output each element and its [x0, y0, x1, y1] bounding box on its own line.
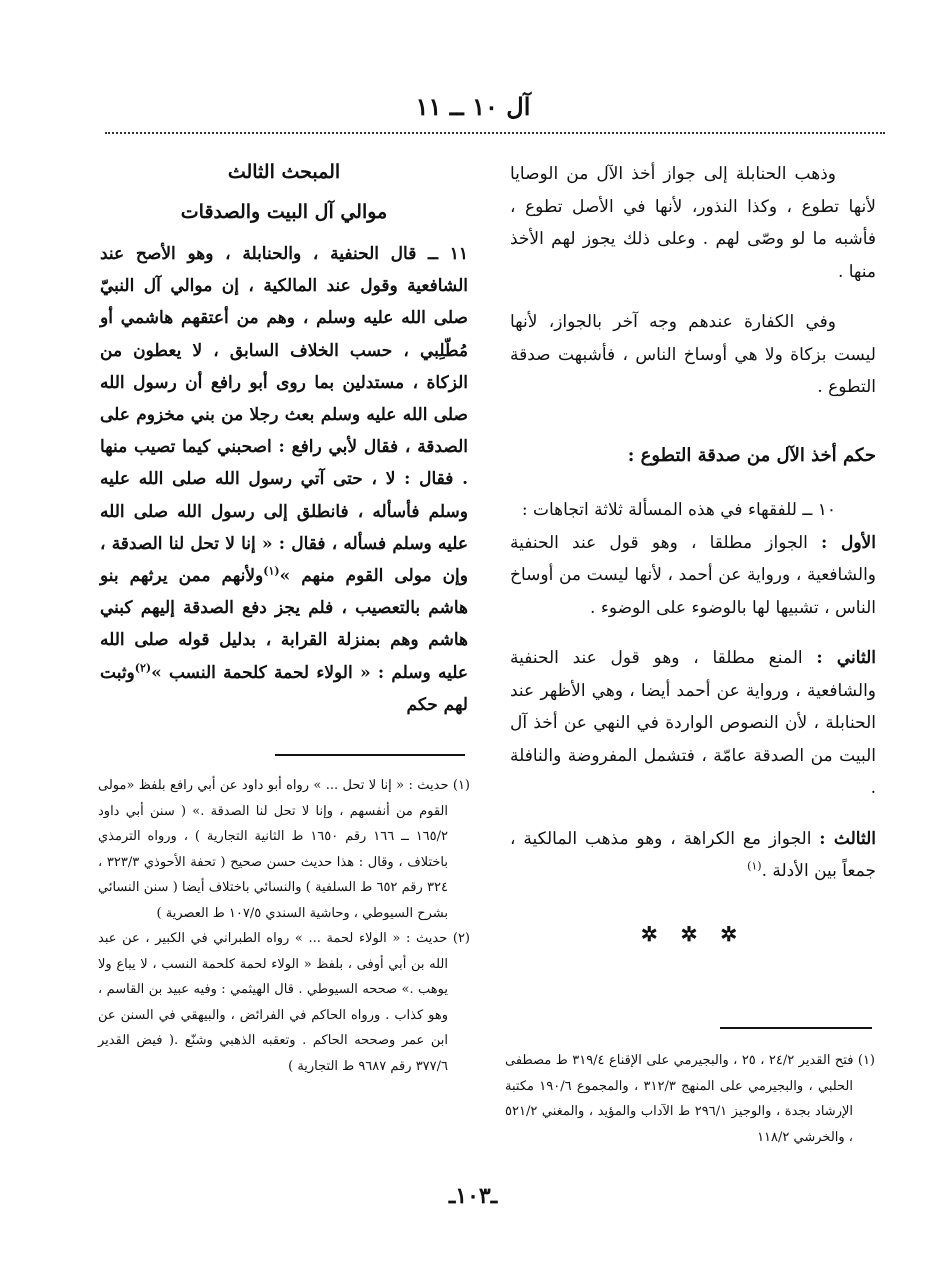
opinion-term: الثالث : — [819, 828, 876, 849]
opinion-third — [510, 823, 876, 888]
running-header: آل ١٠ ــ ١١ — [415, 92, 531, 121]
left-column — [100, 152, 468, 721]
section-heading-tatawwu: حكم أخذ الآل من صدقة التطوع : — [627, 444, 876, 466]
footnote-rule-left — [275, 754, 465, 756]
footnote-item: (٢) حديث : « الولاء لحمة ... » رواه الطبراني في الكبير ، عن عبد الله بن أبي أوفى ، بلفظ « الولاء لحمة كلحمة النسب ، لا يباع ولا يوهب .» صححه السيوطي . قال الهيثمي : وفيه عبيد بن القاسم ، وهو كذاب . ورواه الحاكم في الفرائض ، والبيهقي في السنن عن ابن عمر وصححه الحاكم . وتعقبه الذهبي وشنّع .( فيض القدير ٣٧٧/٦ رقم ٩٦٨٧ ط التجارية ) — [98, 931, 470, 1074]
opinion-text: الجواز مطلقا ، وهو قول عند الحنفية والشافعية ، ورواية عن أحمد ، لأنها ليست من أوساخ الناس ، تشبيها لها بالوضوء على الوضوء . — [510, 532, 876, 618]
right-column — [510, 158, 876, 950]
footnote-ref-2[interactable]: (٢) — [134, 660, 152, 674]
item-10-intro: ١٠ ــ للفقهاء في هذه المسألة ثلاثة اتجاهات : — [521, 500, 836, 520]
opinion-term: الثاني : — [816, 648, 876, 668]
footnotes-right — [505, 1048, 875, 1150]
footnote-item: (١) حديث : « إنا لا تحل ... » رواه أبو داود عن أبي رافع بلفظ «مولى القوم من أنفسهم ، وإنا لا تحل لنا الصدقة .» ( سنن أبي داود ١٦٥/٢ ــ ١٦٦ رقم ١٦٥٠ ط الثانية التجارية ) ، ورواه الترمذي باختلاف ، وقال : هذا حديث حسن صحيح ( تحفة الأحوذي ٣٢٣/٣ ، ٣٢٤ رقم ٦٥٢ ط السلفية ) والنسائي باختلاف أيضا ( سنن النسائي بشرح السيوطي ، وحاشية السندي ١٠٧/٥ ط العصرية ) — [98, 778, 470, 921]
paragraph-hanabila-wasaya: وذهب الحنابلة إلى جواز أخذ الآل من الوصايا لأنها تطوع ، وكذا النذور، لأنها في الأصل تطوع ، فأشبه ما لو وصّى لهم . وعلى ذلك يجوز لهم الأخذ منها . — [510, 164, 876, 282]
opinion-text: المنع مطلقا ، وهو قول عند الحنفية والشافعية ، ورواية عن أحمد أيضا ، وهي الأظهر عند الحنابلة ، لأن النصوص الواردة في النهي عن أخذ آل البيت من الصدقة عامّة ، فتشمل المفروضة والنافلة . — [510, 648, 876, 798]
opinion-text: الجواز مع الكراهة ، وهو مذهب المالكية ، جمعاً بين الأدلة . — [510, 828, 876, 881]
paragraph-kaffara: وفي الكفارة عندهم وجه آخر بالجواز، لأنها ليست بزكاة ولا هي أوساخ الناس ، فأشبهت صدقة التطوع . — [510, 312, 876, 397]
footnote-ref[interactable]: (١) — [747, 859, 762, 873]
opinion-second — [510, 642, 876, 805]
opinion-first — [510, 527, 876, 625]
header-dotted-rule — [105, 132, 885, 134]
footnote-item: (١) فتح القدير ٢٤/٢ ، ٢٥ ، والبجيرمي على الإقناع ٣١٩/٤ ط مصطفى الحلبي ، والبجيرمي على المنهج ٣١٢/٣ ، والمجموع ١٩٠/٦ مكتبة الإرشاد بجدة ، والوجيز ٢٩٦/١ ط الآداب والمؤيد ، والمغني ٥٢١/٢ ، والخرشي ١١٨/٢ — [505, 1053, 875, 1145]
section-separator-stars: ✲ ✲ ✲ — [640, 921, 746, 946]
footnotes-left — [98, 773, 470, 1079]
footnote-rule-right — [720, 1027, 872, 1029]
item-11-text-a: ١١ ــ قال الحنفية ، والحنابلة ، وهو الأصح عند الشافعية وقول عند المالكية ، إن موالي آل النبيّ صلى الله عليه وسلم ، وهم من أعتقهم هاشمي أو مُطّلِبي ، حسب الخلاف السابق ، لا يعطون من الزكاة ، مستدلين بما روى أبو رافع أن رسول الله صلى الله عليه وسلم بعث رجلا من بني مخزوم على الصدقة ، فقال لأبي رافع : اصحبني كيما تصيب منها . فقال : لا ، حتى آتي رسول الله صلى الله عليه وسلم فأسأله ، فانطلق إلى رسول الله صلى الله عليه وسلم فسأله ، فقال : « إنا لا تحل لنا الصدقة ، وإن مولى القوم منهم » — [100, 244, 468, 587]
footnote-ref-1[interactable]: (١) — [263, 564, 280, 578]
item-11-text-b: ولأنهم ممن يرثهم بنو هاشم بالتعصيب ، فلم يجز دفع الصدقة إليهم كبني هاشم وهم بمنزلة القرابة ، بدليل قوله صلى الله عليه وسلم : « الولاء لحمة كلحمة النسب » — [100, 566, 468, 683]
section-title: المبحث الثالث — [227, 161, 341, 183]
page-number: ـ١٠٣ـ — [448, 1183, 498, 1209]
item-11-text-c: وثبت لهم حكم — [100, 662, 468, 715]
opinion-term: الأول : — [821, 532, 876, 553]
item-11-paragraph — [100, 238, 468, 721]
section-subtitle: موالي آل البيت والصدقات — [180, 201, 388, 223]
